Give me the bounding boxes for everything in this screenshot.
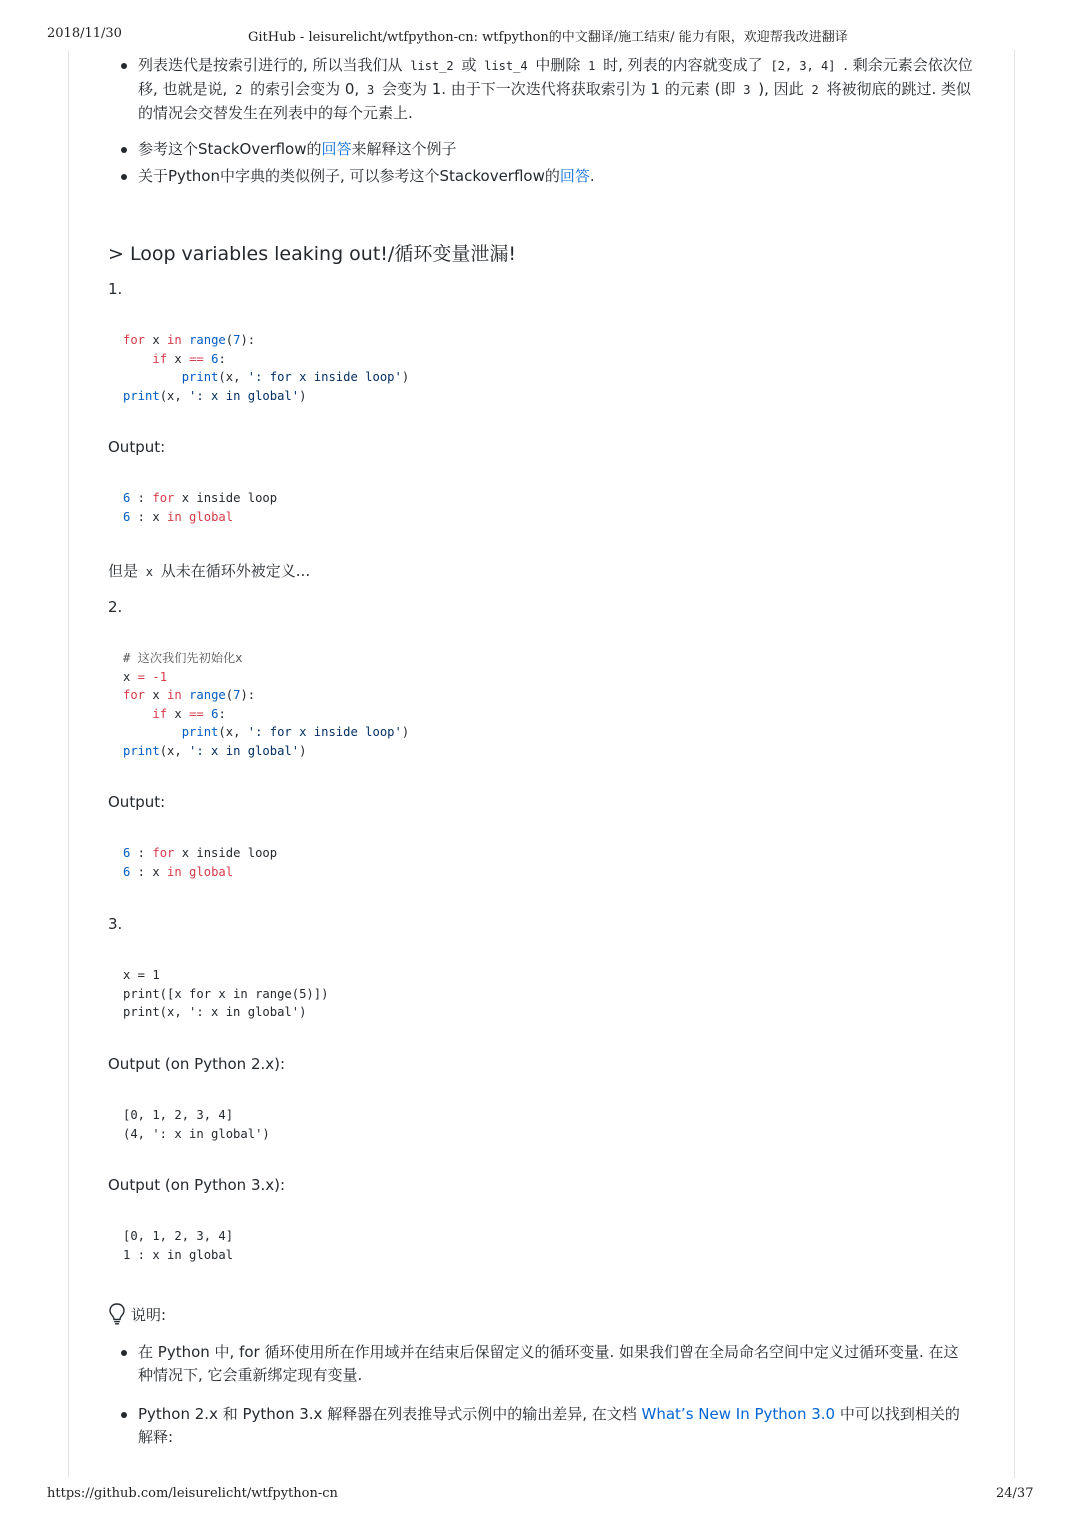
paragraph: 但是 x 从未在循环外被定义... [108, 562, 311, 580]
list-item [138, 1341, 973, 1387]
example-number: 2. [108, 598, 123, 616]
bullet-text: . [589, 167, 595, 185]
list-item [138, 1403, 973, 1449]
code-block: # 这次我们先初始化x x = -1 for x in range(7): if x == 6: print(x, ': for x inside loop') print(x, ': x in global') [123, 651, 410, 758]
inline-code: 2 [235, 83, 243, 97]
inline-code: list_4 [484, 59, 528, 73]
bullet-text: Python 2.x 和 Python 3.x 解释器在列表推导式示例中的输出差异, 在文档 [138, 1405, 642, 1423]
lightbulb-icon [108, 1302, 126, 1330]
output-label: Output (on Python 3.x): [108, 1176, 286, 1194]
inline-code: 2 [811, 83, 819, 97]
bullet-text: 来解释这个例子 [351, 140, 457, 158]
section-heading: > Loop variables leaking out!/循环变量泄漏! [108, 243, 516, 265]
whats-new-link[interactable]: What’s New In Python 3.0 [641, 1405, 836, 1423]
inline-code: 3 [366, 83, 375, 97]
output-block: [0, 1, 2, 3, 4] 1 : x in global [123, 1229, 234, 1262]
list-item [138, 54, 973, 125]
code-block: x = 1 print([x for x in range(5)]) print(x, ': x in global') [123, 968, 329, 1019]
inline-code: 1 [588, 59, 596, 73]
output-label: Output (on Python 2.x): [108, 1055, 286, 1073]
output-block: 6 : for x inside loop 6 : x in global [123, 491, 278, 524]
print-url: https://github.com/leisurelicht/wtfpython-cn [47, 1486, 338, 1501]
bullet-text: 或 [456, 56, 482, 74]
output-label: Output: [108, 793, 166, 811]
inline-code: list_2 [410, 59, 454, 73]
output-label: Output: [108, 438, 166, 456]
inline-code: [2, 3, 4] [770, 59, 836, 73]
code-block: for x in range(7): if x == 6: print(x, ': for x inside loop') print(x, ': x in global') [123, 333, 410, 403]
bullet-text: 中删除 [530, 56, 586, 74]
bullet-text: 会变为 1. 由于下一次迭代将获取索引为 1 的元素 (即 [377, 80, 741, 98]
example-number: 1. [108, 280, 123, 298]
bullet-text: 在 Python 中, for 循环使用所在作用域并在结束后保留定义的循环变量. 如果我们曾在全局命名空间中定义过循环变量. 在这种情况下, 它会重新绑定现有变量. [138, 1343, 959, 1384]
output-block: 6 : for x inside loop 6 : x in global [123, 846, 278, 879]
bullet-text: ), 因此 [753, 80, 809, 98]
bullet-text: 的索引会变为 0, [245, 80, 364, 98]
bullet-text: 将被彻底的跳过. 类似的情况会交替发生在列表中的每个元素上. [138, 80, 971, 122]
bullet-text: 时, 列表的内容就变成了 [598, 56, 768, 74]
bullet-text: . 剩余元素会依次位移, 也就是说, [138, 56, 973, 98]
print-title: GitHub - leisurelicht/wtfpython-cn: wtfpython的中文翻译/施工结束/ 能力有限，欢迎帮我改进翻译 [248, 30, 848, 45]
bullet-text: 参考这个StackOverflow的 [138, 140, 322, 158]
list-item [138, 165, 973, 188]
bullet-text: 关于Python中字典的类似例子, 可以参考这个Stackoverflow的 [138, 167, 560, 185]
print-date: 2018/11/30 [47, 26, 122, 41]
inline-code: 3 [743, 83, 751, 97]
page-number: 24/37 [996, 1486, 1034, 1501]
example-number: 3. [108, 915, 123, 933]
answer-link[interactable]: 回答 [559, 167, 590, 185]
bullet-text: 中可以找到相关的解释: [138, 1405, 960, 1446]
list-item [138, 138, 973, 161]
answer-link[interactable]: 回答 [321, 140, 352, 158]
output-block: [0, 1, 2, 3, 4] (4, ': x in global') [123, 1108, 270, 1141]
bullet-text: 列表迭代是按索引进行的, 所以当我们从 [138, 56, 408, 74]
inline-code: x [145, 565, 154, 579]
explain-label: 说明: [131, 1306, 167, 1324]
